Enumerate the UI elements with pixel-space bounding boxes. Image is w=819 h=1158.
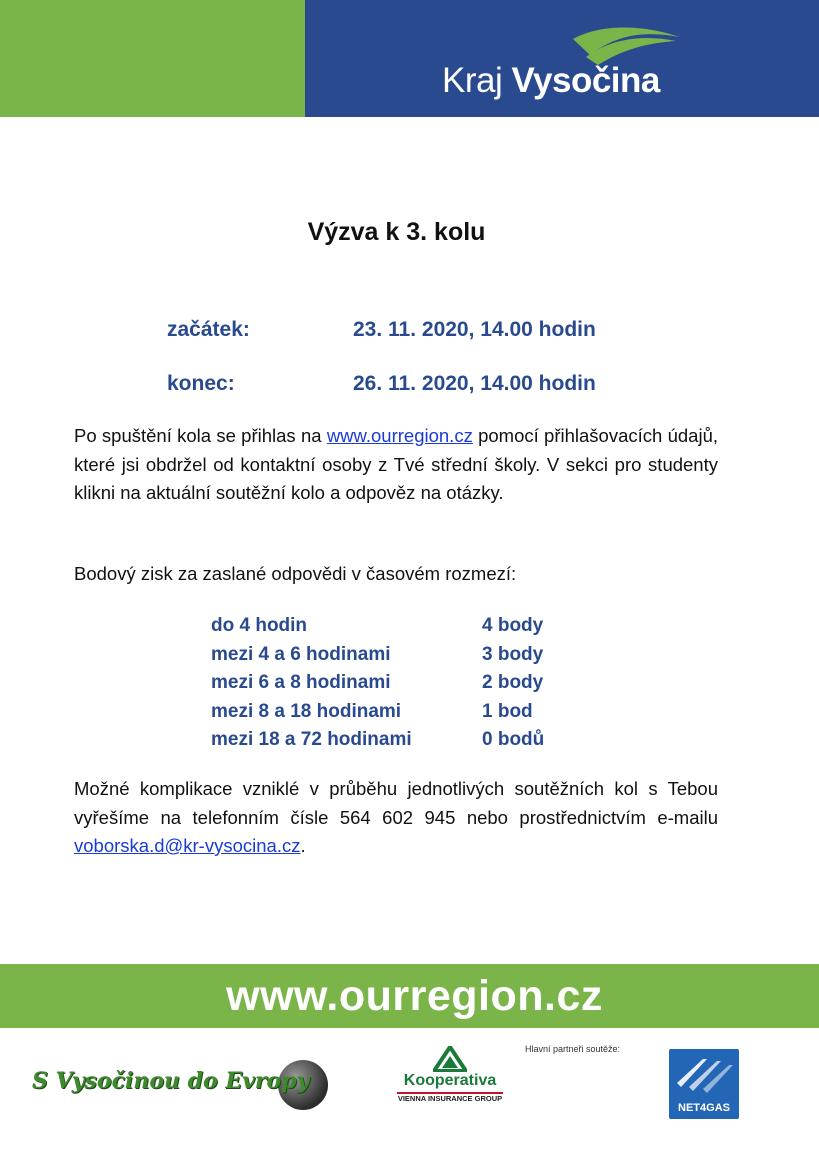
kraj-vysocina-logo <box>440 25 690 105</box>
logo-vysocina: Vysočina <box>511 61 660 100</box>
kooperativa-emblem-icon <box>433 1046 467 1072</box>
header-green-band <box>0 0 305 117</box>
logo-kraj: Kraj <box>442 61 503 100</box>
points-row <box>211 669 611 698</box>
europe-logo-text: S Vysočinou do Evropy <box>32 1068 310 1094</box>
contact-paragraph <box>74 775 718 861</box>
europe-logo <box>32 1056 332 1116</box>
points-row <box>211 698 611 727</box>
kooperativa-logo <box>395 1046 515 1112</box>
contact-after-email: . <box>300 835 306 856</box>
points-label: do 4 hodin <box>211 615 308 636</box>
logo-wordmark <box>442 61 660 101</box>
points-value: 4 body <box>482 615 544 636</box>
points-label: mezi 4 a 6 hodinami <box>211 643 391 665</box>
points-label: mezi 18 a 72 hodinami <box>211 729 412 750</box>
intro-paragraph <box>74 422 718 508</box>
email-link[interactable]: voborska.d@kr-vysocina.cz <box>74 835 301 856</box>
end-value: 26. 11. 2020, 14.00 hodin <box>353 372 596 395</box>
points-row <box>211 641 611 670</box>
footer-banner <box>0 964 819 1028</box>
page-title: Výzva k 3. kolu <box>307 218 486 246</box>
points-table <box>211 612 611 755</box>
end-label: konec: <box>167 372 235 395</box>
points-label: mezi 8 a 18 hodinami <box>211 700 402 722</box>
points-row <box>211 726 611 755</box>
partners-label: Hlavní partneři soutěže: <box>525 1044 621 1054</box>
start-label: začátek: <box>167 318 250 341</box>
points-value: 0 bodů <box>482 729 545 750</box>
points-label: mezi 6 a 8 hodinami <box>211 672 391 693</box>
points-row <box>211 612 611 641</box>
net4gas-logo <box>669 1049 739 1119</box>
points-value: 2 body <box>482 672 544 693</box>
points-intro: Bodový zisk za zaslané odpovědi v časovém rozmezí: <box>74 563 517 584</box>
kooperativa-subtitle: VIENNA INSURANCE GROUP <box>397 1094 503 1103</box>
footer-banner-url: www.ourregion.cz <box>226 972 603 1020</box>
contact-before-email: Možné komplikace vzniklé v průběhu jednotlivých soutěžních kol s Tebou vyřešíme na telefonním čísle 564 602 945 nebo prostřednictvím e-mailu <box>74 778 718 828</box>
net4gas-name: NET4GAS <box>678 1102 730 1114</box>
points-value: 1 bod <box>482 700 533 722</box>
intro-before-link: Po spuštění kola se přihlas na <box>74 425 327 446</box>
kooperativa-name: Kooperativa <box>403 1072 497 1089</box>
net4gas-stripes-icon <box>673 1053 735 1095</box>
intro-after-link: pomocí přihlašovacích údajů, které jsi obdržel od kontaktní osoby z Tvé střední školy. V sekci pro studenty klikni na aktuální soutěžní kolo a odpověz na otázky. <box>74 425 718 503</box>
start-value: 23. 11. 2020, 14.00 hodin <box>353 318 596 341</box>
swoosh-icon <box>568 25 683 65</box>
points-value: 3 body <box>482 643 544 665</box>
ourregion-link[interactable]: www.ourregion.cz <box>326 425 473 446</box>
